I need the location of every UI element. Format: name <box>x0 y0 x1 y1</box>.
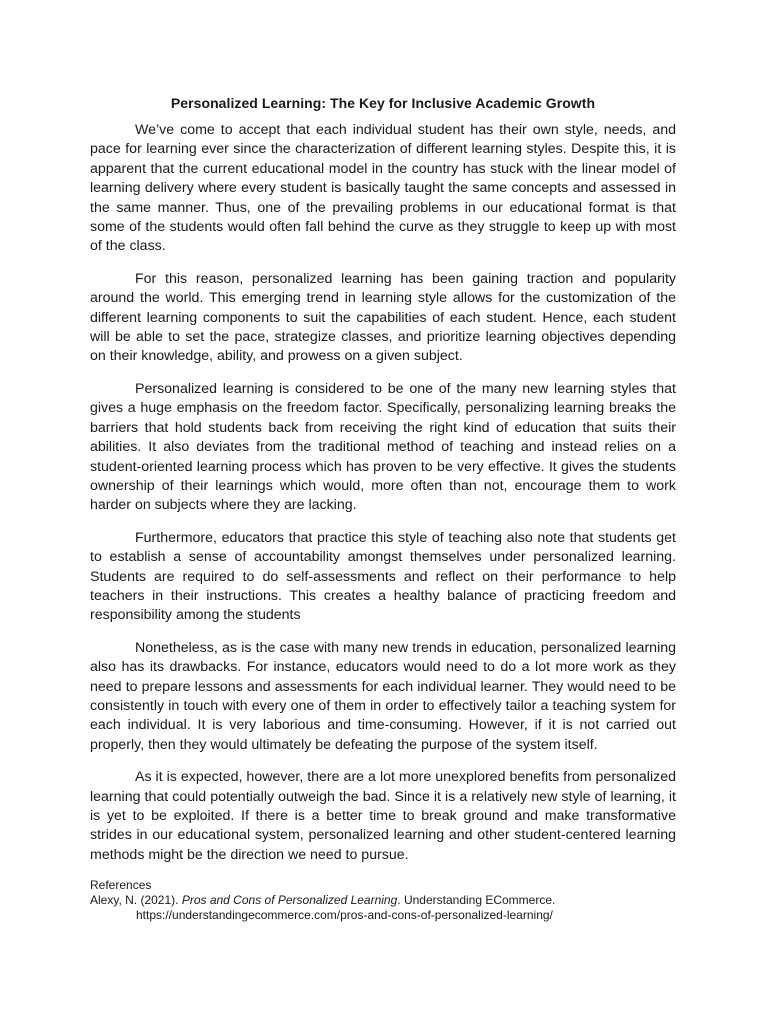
paragraph-6: As it is expected, however, there are a lot more unexplored benefits from personalized learning that could potentially outweigh the bad. Since it is a relatively new style of learning, it is yet to be exploited. If there is a better time to break ground and make transformative strides in our educational system, personalized learning and other student-centered learning methods might be the direction we need to pursue. <box>90 769 676 863</box>
paragraph-2: For this reason, personalized learning has been gaining traction and popularity around the world. This emerging trend in learning style allows for the customization of the different learning components to suit the capabilities of each student. Hence, each student will be able to set the pace, strategize classes, and prioritize learning objectives depending on their knowledge, ability, and prowess on a given subject. <box>90 270 676 365</box>
references-heading: References <box>90 878 152 893</box>
document-title: Personalized Learning: The Key for Inclusive Academic Growth <box>170 95 596 111</box>
paragraph-4: Furthermore, educators that practice this style of teaching also note that students get to establish a sense of accountability amongst themselves under personalized learning. Students are required to do self-assessments and reflect on their performance to help teachers in their instructions. This creates a healthy balance of practicing freedom and responsibility among the students <box>90 529 676 624</box>
reference-url[interactable]: https://understandingecommerce.com/pros-and-cons-of-personalized-learning/ <box>136 908 553 923</box>
reference-entry <box>90 893 676 923</box>
document-page <box>90 94 676 923</box>
paragraph-1: We’ve come to accept that each individual student has their own style, needs, and pace for learning ever since the characterization of different learning styles. Despite this, it is apparent that the current educational model in the country has stuck with the linear model of learning delivery where every student is basically taught the same concepts and assessed in the same manner. Thus, one of the prevailing problems in our educational format is that some of the students would often fall behind the curve as they struggle to keep up with most of the class. <box>90 122 676 255</box>
references-section <box>90 878 676 923</box>
reference-title: Pros and Cons of Personalized Learning <box>181 893 398 908</box>
paragraph-3: Personalized learning is considered to be one of the many new learning styles that gives a huge emphasis on the freedom factor. Specifically, personalizing learning breaks the barriers that hold students back from receiving the right kind of education that suits their abilities. It also deviates from the traditional method of teaching and instead relies on a student-oriented learning process which has proven to be very effective. It gives the students ownership of their learnings which would, more often than not, encourage them to work harder on subjects where they are lacking. <box>90 380 676 514</box>
reference-author-year: Alexy, N. (2021). <box>90 893 182 908</box>
reference-publisher: . Understanding ECommerce. <box>397 893 556 908</box>
paragraph-5: Nonetheless, as is the case with many new trends in education, personalized learning also has its drawbacks. For instance, educators would need to do a lot more work as they need to prepare lessons and assessments for each individual learner. They would need to be consistently in touch with every one of them in order to effectively tailor a teaching system for each individual. It is very laborious and time-consuming. However, if it is not carried out properly, then they would ultimately be defeating the purpose of the system itself. <box>90 639 676 753</box>
